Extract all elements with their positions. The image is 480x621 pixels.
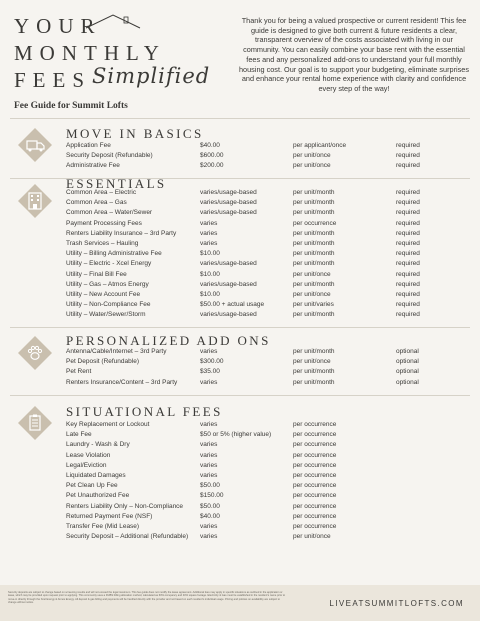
fee-name: Pet Clean Up Fee xyxy=(66,482,118,490)
fee-amount: varies xyxy=(200,239,218,247)
fee-name: Lease Violation xyxy=(66,451,111,459)
apartment-building-icon xyxy=(18,184,52,218)
fee-name: Antenna/Cable/Internet – 3rd Party xyxy=(66,348,167,355)
fee-frequency: per unit/month xyxy=(293,250,335,258)
section-title: MOVE IN BASICS xyxy=(66,126,204,141)
fee-name: Payment Processing Fees xyxy=(66,219,142,227)
section-title: ESSENTIALS xyxy=(66,176,167,191)
fee-frequency: per occurrence xyxy=(293,451,337,459)
fee-amount: varies/usage-based xyxy=(200,209,257,217)
fee-status: required xyxy=(396,290,420,298)
fee-row xyxy=(66,290,466,300)
fee-frequency: per unit/month xyxy=(293,260,335,268)
fee-status: optional xyxy=(396,348,419,355)
fee-row xyxy=(66,471,466,481)
fee-frequency: per applicant/once xyxy=(293,142,347,149)
house-roof-icon xyxy=(84,12,142,30)
fee-status: required xyxy=(396,301,420,309)
fee-amount: $50 or 5% (higher value) xyxy=(200,431,272,439)
fee-amount: varies/usage-based xyxy=(200,280,257,288)
fee-name: Renters Liability Only – Non-Compliance xyxy=(66,502,184,510)
section-title: SITUATIONAL FEES xyxy=(66,404,223,419)
divider xyxy=(10,395,470,396)
fee-amount: varies xyxy=(200,348,218,355)
fee-frequency: per occurrence xyxy=(293,219,337,227)
title-script: Simplified xyxy=(92,64,211,88)
fee-name: Transfer Fee (Mid Lease) xyxy=(66,522,140,530)
divider xyxy=(10,118,470,119)
fee-amount: varies xyxy=(200,421,218,428)
fee-name: Application Fee xyxy=(66,142,111,149)
fee-name: Renters Insurance/Content – 3rd Party xyxy=(66,378,178,386)
fee-status: required xyxy=(396,219,420,227)
fee-amount: $10.00 xyxy=(200,250,220,258)
fee-name: Pet Rent xyxy=(66,368,92,376)
fee-row xyxy=(66,300,466,310)
fee-name: Legal/Eviction xyxy=(66,461,107,469)
fee-frequency: per unit/month xyxy=(293,311,335,319)
fee-row xyxy=(66,522,466,532)
intro-paragraph: Thank you for being a valued prospective or current resident! This fee guide is designed to give both current & future residents a clear, transparent overview of the costs associated with living in our community. You can easily combine your base rent with the essential fees and any personalized add-ons to understand your full monthly housing cost. Our goal is to support your budgeting, eliminate surprises and enhance your rental home experience with clarity and confidence every step of the way! xyxy=(239,16,469,93)
fee-amount: $40.00 xyxy=(200,142,220,149)
fee-frequency: per unit/varies xyxy=(293,301,334,309)
fee-name: Security Deposit – Additional (Refundable) xyxy=(66,533,189,541)
fee-row xyxy=(66,219,466,229)
fee-amount: varies xyxy=(200,461,218,469)
fee-frequency: per unit/once xyxy=(293,270,331,278)
fee-name: Common Area – Water/Sewer xyxy=(66,209,153,217)
fee-status: optional xyxy=(396,378,419,386)
fee-row xyxy=(66,502,466,512)
fee-row xyxy=(66,357,466,367)
fee-row xyxy=(66,151,466,161)
fee-amount: varies xyxy=(200,451,218,459)
fee-amount: $300.00 xyxy=(200,358,224,366)
fee-status: required xyxy=(396,199,420,207)
fee-status: optional xyxy=(396,358,419,366)
fee-row xyxy=(66,451,466,461)
fee-name: Utility – New Account Fee xyxy=(66,290,141,298)
fee-amount: $200.00 xyxy=(200,162,224,170)
fee-frequency: per occurrence xyxy=(293,512,337,520)
header xyxy=(0,0,480,122)
fee-name: Key Replacement or Lockout xyxy=(66,421,150,428)
fee-row xyxy=(66,481,466,491)
fee-name: Late Fee xyxy=(66,431,92,439)
paw-print-icon xyxy=(18,336,52,370)
fee-frequency: per occurrence xyxy=(293,522,337,530)
section-add-ons xyxy=(0,330,480,390)
fee-row xyxy=(66,208,466,218)
fine-print: Security deposits are subject to change based on screening results and will not exceed the legal maximum. This fee guide does not modify the lease agreement. Additional fees may apply in specific situations as outlined in the application or lease, which may be provided upon request prior to applying. This community uses a RUBS billing allocation method, calculated as 60% occupancy and 40% square footage. Electricity & Gas must be established in the resident's name prior to move-in directly through the Xcel Energy & Atmos Energy. All deposit & gas billing and payments will be handled directly with the provider and not based on each resident's individual usage. Pricing and policies on availability are subject to change without notice. xyxy=(8,591,286,605)
fee-row xyxy=(66,198,466,208)
fee-row xyxy=(66,310,466,320)
fee-name: Laundry - Wash & Dry xyxy=(66,441,130,449)
fee-frequency: per unit/month xyxy=(293,239,335,247)
title-line-1: YOUR xyxy=(14,14,102,38)
subtitle: Fee Guide for Summit Lofts xyxy=(14,101,128,111)
fee-frequency: per occurrence xyxy=(293,441,337,449)
fee-status: required xyxy=(396,209,420,217)
fee-name: Pet Unauthorized Fee xyxy=(66,492,130,500)
fee-amount: $10.00 xyxy=(200,290,220,298)
fee-row xyxy=(66,249,466,259)
fee-row xyxy=(66,491,466,501)
fee-status: required xyxy=(396,280,420,288)
fee-name: Utility – Final Bill Fee xyxy=(66,270,127,278)
fee-amount: varies xyxy=(200,378,218,386)
fee-frequency: per occurrence xyxy=(293,431,337,439)
fee-status: required xyxy=(396,152,420,160)
fee-name: Administrative Fee xyxy=(66,162,120,170)
fee-table xyxy=(66,141,466,172)
fee-amount: varies xyxy=(200,219,218,227)
footer xyxy=(0,585,480,621)
fee-status: required xyxy=(396,229,420,237)
fee-frequency: per unit/month xyxy=(293,189,335,196)
fee-status: required xyxy=(396,189,420,196)
moving-truck-icon xyxy=(18,128,52,162)
fee-row xyxy=(66,461,466,471)
fee-status: required xyxy=(396,311,420,319)
section-situational xyxy=(0,400,480,550)
fee-row xyxy=(66,270,466,280)
fee-row xyxy=(66,141,466,151)
fee-table xyxy=(66,420,466,542)
fee-name: Utility – Electric - Xcel Energy xyxy=(66,260,152,268)
fee-frequency: per unit/month xyxy=(293,229,335,237)
fee-amount: varies xyxy=(200,533,218,541)
fee-frequency: per unit/once xyxy=(293,152,331,160)
fee-name: Utility – Billing Administrative Fee xyxy=(66,250,162,258)
fee-name: Liquidated Damages xyxy=(66,471,126,479)
section-move-in xyxy=(0,122,480,178)
fee-row xyxy=(66,420,466,430)
fee-row xyxy=(66,229,466,239)
fee-name: Returned Payment Fee (NSF) xyxy=(66,512,153,520)
fee-frequency: per unit/once xyxy=(293,533,331,541)
fee-status: optional xyxy=(396,368,419,376)
fee-row xyxy=(66,188,466,198)
fee-name: Pet Deposit (Refundable) xyxy=(66,358,139,366)
clipboard-checklist-icon xyxy=(18,406,52,440)
fee-row xyxy=(66,280,466,290)
fee-frequency: per unit/month xyxy=(293,280,335,288)
fee-frequency: per unit/once xyxy=(293,358,331,366)
fee-amount: varies xyxy=(200,441,218,449)
fee-row xyxy=(66,430,466,440)
fee-status: required xyxy=(396,260,420,268)
fee-name: Common Area – Gas xyxy=(66,199,127,207)
fee-frequency: per occurrence xyxy=(293,471,337,479)
fee-frequency: per occurrence xyxy=(293,502,337,510)
fee-amount: $50.00 + actual usage xyxy=(200,301,265,309)
fee-row xyxy=(66,161,466,171)
fee-frequency: per occurrence xyxy=(293,421,337,428)
section-title: PERSONALIZED ADD ONS xyxy=(66,333,271,348)
website-link[interactable]: LIVEATSUMMITLOFTS.COM xyxy=(329,599,464,608)
section-essentials xyxy=(0,176,480,328)
fee-amount: varies xyxy=(200,229,218,237)
fee-row xyxy=(66,367,466,377)
fee-row xyxy=(66,378,466,388)
fee-name: Utility – Non-Compliance Fee xyxy=(66,301,151,309)
title-line-3: FEES xyxy=(14,68,92,92)
fee-frequency: per unit/month xyxy=(293,348,335,355)
fee-status: required xyxy=(396,162,420,170)
fee-status: required xyxy=(396,142,420,149)
fee-frequency: per occurrence xyxy=(293,461,337,469)
fee-amount: varies/usage-based xyxy=(200,260,257,268)
fee-status: required xyxy=(396,270,420,278)
fee-row xyxy=(66,532,466,542)
fee-amount: varies xyxy=(200,471,218,479)
fee-row xyxy=(66,440,466,450)
fee-row xyxy=(66,347,466,357)
fee-amount: varies/usage-based xyxy=(200,311,257,319)
fee-row xyxy=(66,259,466,269)
fee-row xyxy=(66,512,466,522)
fee-table xyxy=(66,188,466,320)
fee-amount: $50.00 xyxy=(200,482,220,490)
fee-status: required xyxy=(396,239,420,247)
fee-frequency: per unit/once xyxy=(293,290,331,298)
fee-frequency: per occurrence xyxy=(293,482,337,490)
fee-name: Utility – Gas – Atmos Energy xyxy=(66,280,149,288)
divider xyxy=(10,327,470,328)
fee-amount: $35.00 xyxy=(200,368,220,376)
fee-frequency: per unit/month xyxy=(293,199,335,207)
fee-name: Renters Liability Insurance – 3rd Party xyxy=(66,229,177,237)
fee-row xyxy=(66,239,466,249)
fee-frequency: per occurrence xyxy=(293,492,337,500)
fee-name: Utility – Water/Sewer/Storm xyxy=(66,311,146,319)
fee-frequency: per unit/once xyxy=(293,162,331,170)
fee-frequency: per unit/month xyxy=(293,209,335,217)
fee-amount: $50.00 xyxy=(200,502,220,510)
fee-amount: $150.00 xyxy=(200,492,224,500)
fee-frequency: per unit/month xyxy=(293,378,335,386)
fee-frequency: per unit/month xyxy=(293,368,335,376)
fee-name: Security Deposit (Refundable) xyxy=(66,152,153,160)
fee-amount: varies xyxy=(200,522,218,530)
title-line-2: MONTHLY xyxy=(14,41,166,65)
fee-amount: varies/usage-based xyxy=(200,199,257,207)
fee-amount: $600.00 xyxy=(200,152,224,160)
fee-name: Trash Services – Hauling xyxy=(66,239,139,247)
fee-status: required xyxy=(396,250,420,258)
fee-amount: $40.00 xyxy=(200,512,220,520)
fee-amount: $10.00 xyxy=(200,270,220,278)
fee-table xyxy=(66,347,466,388)
fee-amount: varies/usage-based xyxy=(200,189,257,196)
fee-name: Common Area – Electric xyxy=(66,189,137,196)
